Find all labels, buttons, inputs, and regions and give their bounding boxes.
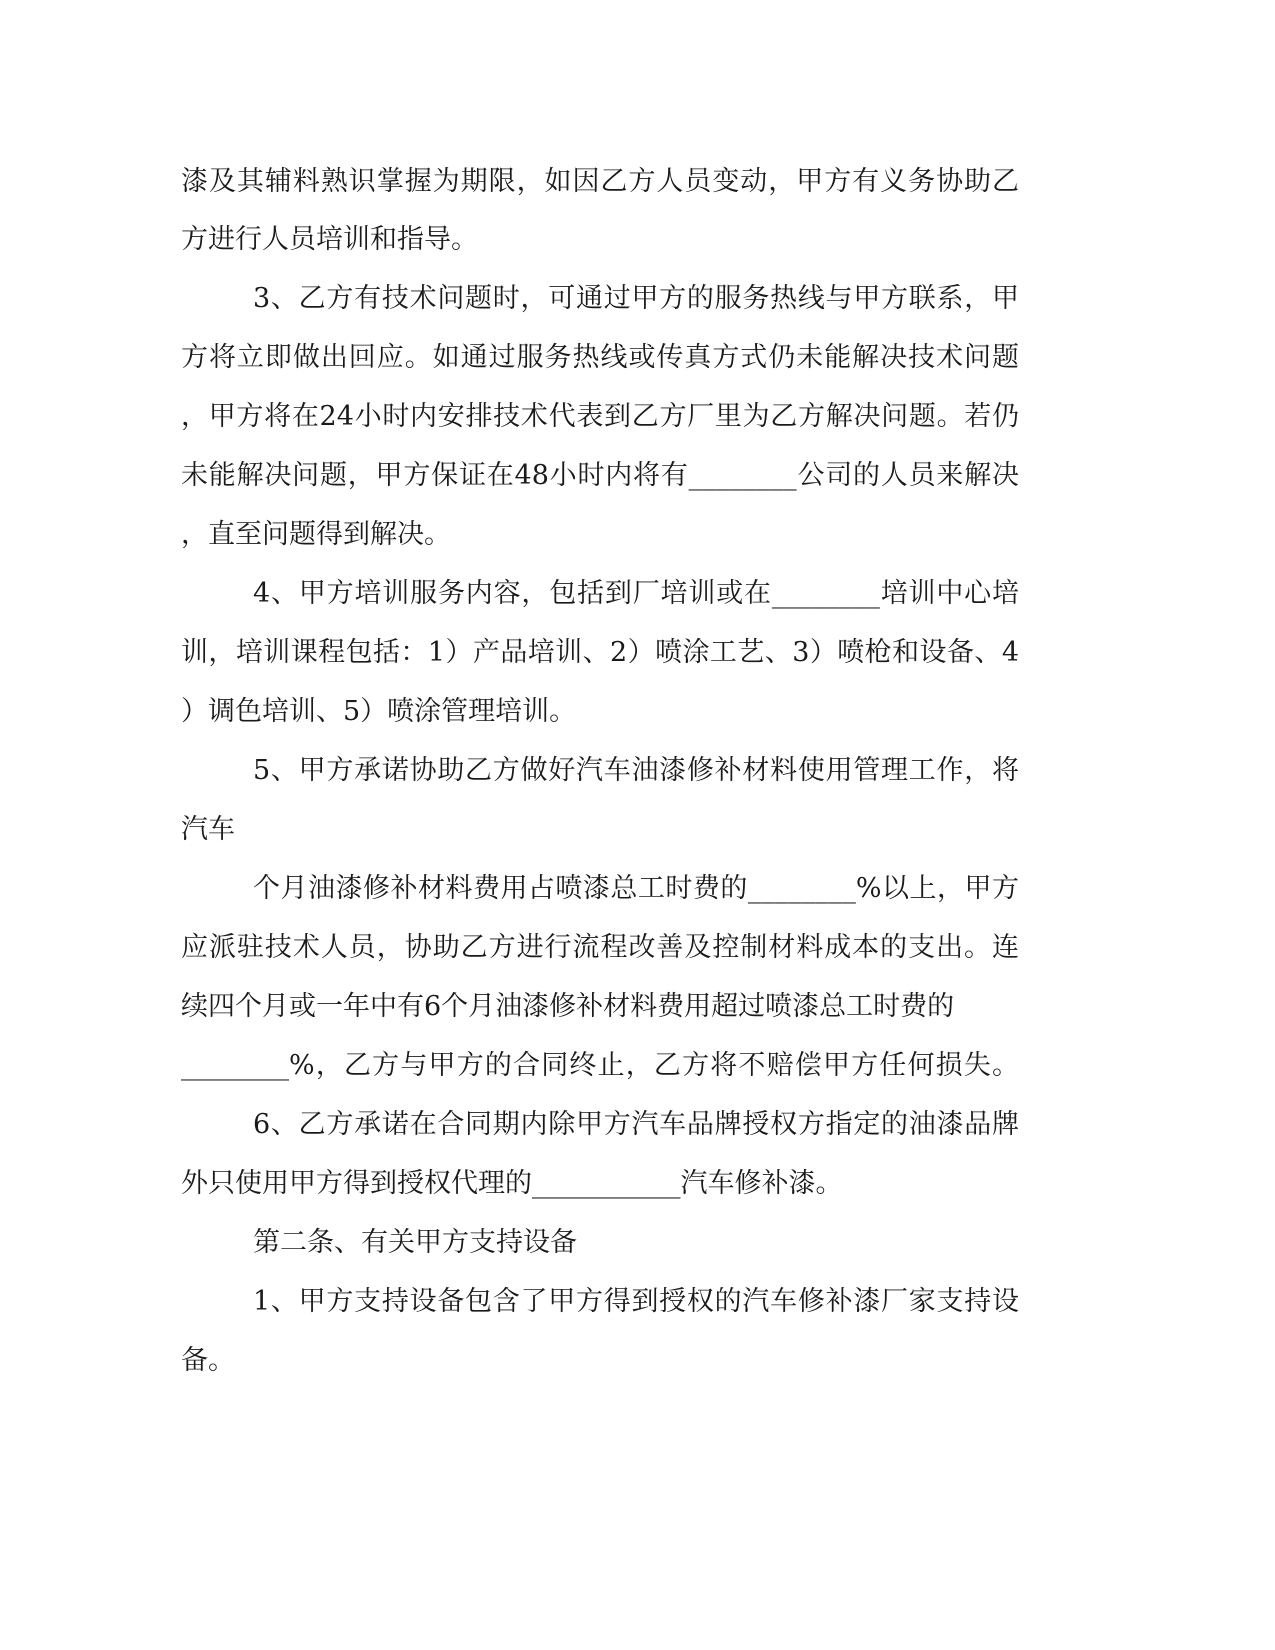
text-line-20: 1、甲方支持设备包含了甲方得到授权的汽车修补漆厂家支持设 xyxy=(253,1286,1019,1317)
text-line-18: 外只使用甲方得到授权代理的___________汽车修补漆。 xyxy=(181,1168,843,1199)
text-line-8: 4、甲方培训服务内容，包括到厂培训或在________培训中心培 xyxy=(253,578,1019,609)
text-line-21: 备。 xyxy=(181,1345,235,1376)
text-line-10: ）调色培训、5）喷涂管理培训。 xyxy=(181,696,577,727)
text-line-15: 续四个月或一年中有6个月油漆修补材料费用超过喷漆总工时费的 xyxy=(181,991,955,1022)
text-line-9: 训，培训课程包括：1）产品培训、2）喷涂工艺、3）喷枪和设备、4 xyxy=(181,637,1019,668)
text-line-11: 5、甲方承诺协助乙方做好汽车油漆修补材料使用管理工作，将 xyxy=(253,755,1019,786)
text-line-13: 个月油漆修补材料费用占喷漆总工时费的________%以上，甲方 xyxy=(253,873,1019,904)
text-line-3: 3、乙方有技术问题时，可通过甲方的服务热线与甲方联系，甲 xyxy=(253,283,1019,314)
text-line-5: ，甲方将在24小时内安排技术代表到乙方厂里为乙方解决问题。若仍 xyxy=(181,401,1019,432)
text-line-4: 方将立即做出回应。如通过服务热线或传真方式仍未能解决技术问题 xyxy=(181,342,1019,373)
text-line-16: ________%，乙方与甲方的合同终止，乙方将不赔偿甲方任何损失。 xyxy=(181,1050,1019,1081)
text-line-7: ，直至问题得到解决。 xyxy=(181,519,451,550)
text-line-17: 6、乙方承诺在合同期内除甲方汽车品牌授权方指定的油漆品牌 xyxy=(253,1109,1019,1140)
text-line-2: 方进行人员培训和指导。 xyxy=(181,224,478,255)
text-line-1: 漆及其辅料熟识掌握为期限，如因乙方人员变动，甲方有义务协助乙 xyxy=(181,166,1019,197)
text-line-12: 汽车 xyxy=(181,814,235,845)
text-line-14: 应派驻技术人员，协助乙方进行流程改善及控制材料成本的支出。连 xyxy=(181,932,1019,963)
section-heading-2: 第二条、有关甲方支持设备 xyxy=(253,1227,577,1258)
text-line-6: 未能解决问题，甲方保证在48小时内将有________公司的人员来解决 xyxy=(181,460,1019,491)
